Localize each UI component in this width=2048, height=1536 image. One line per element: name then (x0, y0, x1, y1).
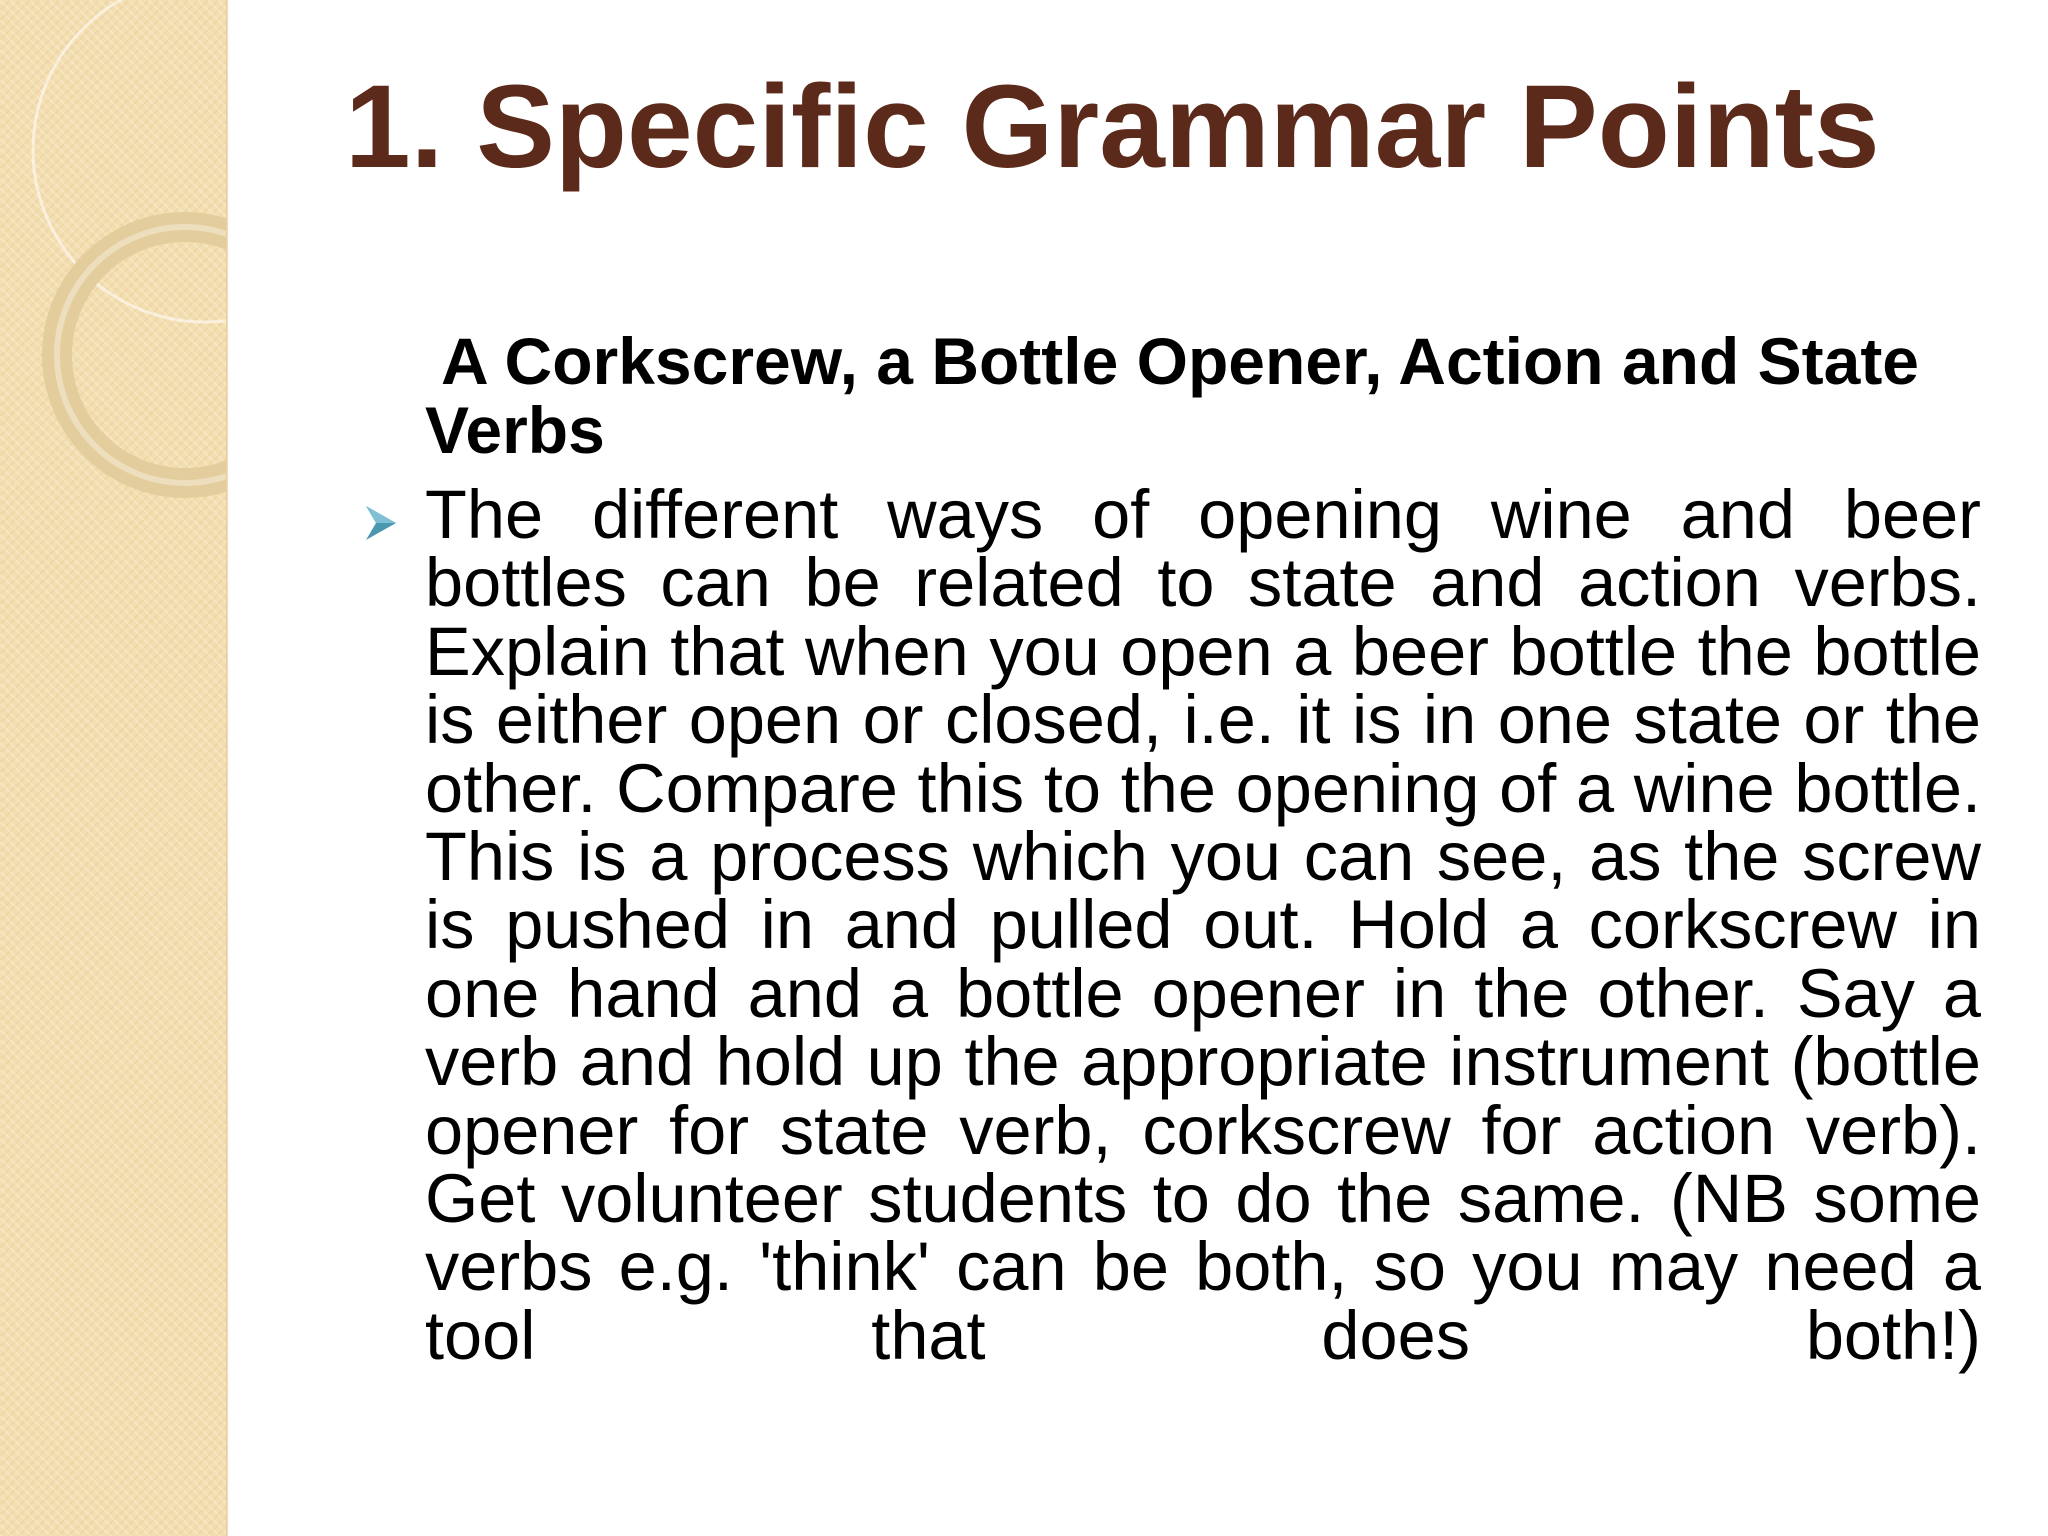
decorative-sidebar (0, 0, 228, 1536)
bullet-text: The different ways of opening wine and beer bottles can be related to state and action verbs. Explain that when you open a beer bottle the bottle is either open or closed, i.e. it is in one state or the other. Compare this to the opening of a wine bottle. This is a process which you can see, as the screw is pushed in and pulled out. Hold a corkscrew in one hand and a bottle opener in the other. Say a verb and hold up the appropriate instrument (bottle opener for state verb, corkscrew for action verb). Get volunteer students to do the same. (NB some verbs e.g. 'think' can be both, so you may need a tool that does both!) (425, 476, 1981, 1374)
decorative-rings-icon (0, 0, 228, 520)
sidebar-edge (226, 0, 228, 1536)
arrow-bullet-icon (362, 500, 400, 546)
slide-title: 1. Specific Grammar Points (345, 61, 1880, 193)
slide-subheading: A Corkscrew, a Bottle Opener, Action and State Verbs (425, 324, 1920, 467)
